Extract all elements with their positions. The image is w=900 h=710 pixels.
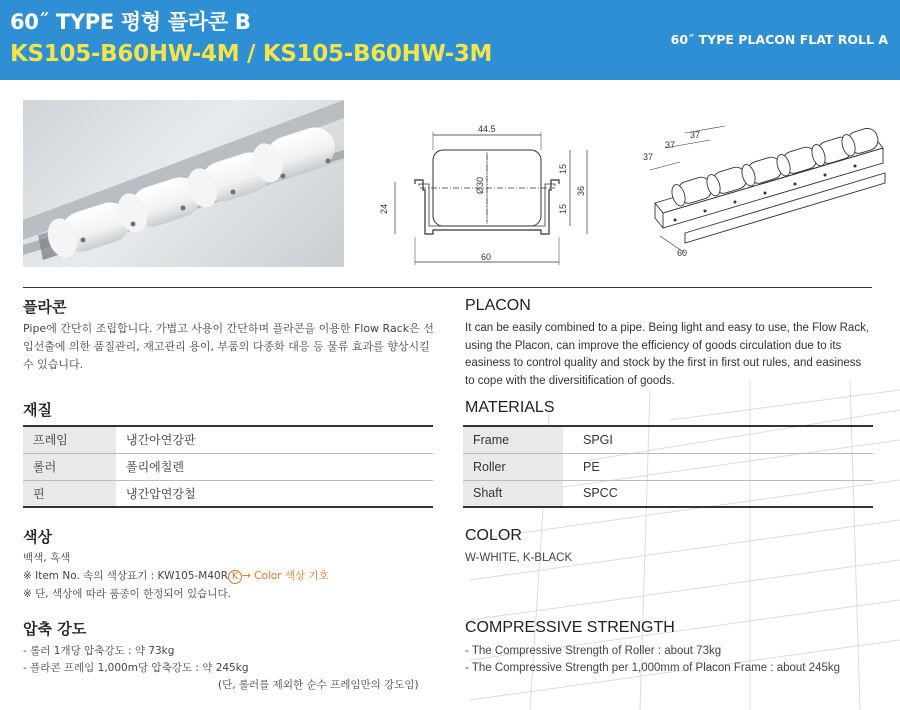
product-photo <box>23 100 344 267</box>
material-key: Frame <box>463 426 563 453</box>
material-key: 롤러 <box>23 453 116 480</box>
iso-pitch-1: 37 <box>643 152 654 162</box>
color-note <box>23 567 329 585</box>
intro-title-ko: 플라콘 <box>23 298 67 316</box>
table-row <box>463 480 873 507</box>
material-value: PE <box>563 453 873 480</box>
materials-title-ko: 재질 <box>23 401 52 419</box>
material-key: Shaft <box>463 480 563 507</box>
materials-table-ko <box>23 425 433 508</box>
dim-upper: 15 <box>558 163 568 174</box>
strength-line-1-ko: - 롤러 1개당 압축강도 : 약 73kg <box>23 645 175 657</box>
color-values-ko: 백색, 흑색 <box>23 552 71 564</box>
strength-line-1-en: - The Compressive Strength of Roller : about 73kg <box>465 645 722 657</box>
material-key: 핀 <box>23 480 116 507</box>
intro-body-en: It can be easily combined to a pipe. Being light and easy to use, the Flow Rack, using the Placon, can improve the efficiency of goods circulation due to its easiness to control quality and stock by the first in first out rules, and easiness to cope with the diversitification of goods. <box>465 322 870 387</box>
materials-title-en: MATERIALS <box>465 399 555 416</box>
intro-title-en: PLACON <box>465 297 531 314</box>
table-row <box>463 453 873 480</box>
color-note-prefix: ※ Item No. 속의 색상표기 : KW105-M40R <box>23 570 228 582</box>
dim-bottom: 60 <box>481 252 492 262</box>
strength-line-2-ko: - 플라콘 프레임 1,000m당 압축강도 : 약 245kg <box>23 662 249 674</box>
header-bar <box>0 0 900 80</box>
table-row <box>23 480 433 507</box>
table-row <box>23 426 433 453</box>
materials-table-en <box>463 425 873 508</box>
intro-body-ko: Pipe에 간단히 조립합니다. 가볍고 사용이 간단하며 플라콘을 이용한 Flow Rack은 선입선출에 의한 품질관리, 재고관리 용이, 부품의 다종화 대응 등 물류 효과를 향상시킬 수 있습니다. <box>23 322 434 371</box>
dim-diameter: Ø30 <box>475 176 485 194</box>
cross-section-drawing <box>375 122 600 267</box>
dim-total: 36 <box>576 185 586 196</box>
material-value: SPCC <box>563 480 873 507</box>
table-row <box>463 426 873 453</box>
color-restriction-note: ※ 단, 색상에 따라 품종이 한정되어 있습니다. <box>23 588 231 600</box>
page-title: 60˝ TYPE 평형 플라콘 B <box>10 10 251 34</box>
strength-line-2-en: - The Compressive Strength per 1,000mm of Placon Frame : about 245kg <box>465 662 841 674</box>
color-value-en: W-WHITE, K-BLACK <box>465 552 573 564</box>
dim-height-left: 24 <box>379 203 389 214</box>
isometric-drawing <box>635 118 890 263</box>
material-value: SPGI <box>563 426 873 453</box>
iso-width: 60 <box>677 248 688 258</box>
section-divider <box>23 287 872 288</box>
strength-title-ko: 압축 강도 <box>23 620 87 638</box>
iso-pitch-2: 37 <box>665 140 676 150</box>
iso-pitch-3: 37 <box>690 130 701 140</box>
material-key: 프레임 <box>23 426 116 453</box>
strength-note-ko: (단, 롤러를 제외한 순수 프레임만의 강도임) <box>218 679 419 691</box>
table-row <box>23 453 433 480</box>
color-code-circle: K <box>228 570 242 584</box>
dim-width-top: 44.5 <box>478 124 496 134</box>
color-note-suffix: → Color 색상 기호 <box>242 570 329 582</box>
material-key: Roller <box>463 453 563 480</box>
material-value: 냉간압연강철 <box>116 480 433 507</box>
color-title-ko: 색상 <box>23 528 52 546</box>
strength-title-en: COMPRESSIVE STRENGTH <box>465 619 675 636</box>
dim-lower: 15 <box>558 203 568 214</box>
english-title: 60˝ TYPE PLACON FLAT ROLL A <box>670 32 888 47</box>
material-value: 폴리에칠렌 <box>116 453 433 480</box>
color-title-en: COLOR <box>465 527 522 544</box>
model-number: KS105-B60HW-4M / KS105-B60HW-3M <box>10 41 493 67</box>
material-value: 냉간아연강판 <box>116 426 433 453</box>
